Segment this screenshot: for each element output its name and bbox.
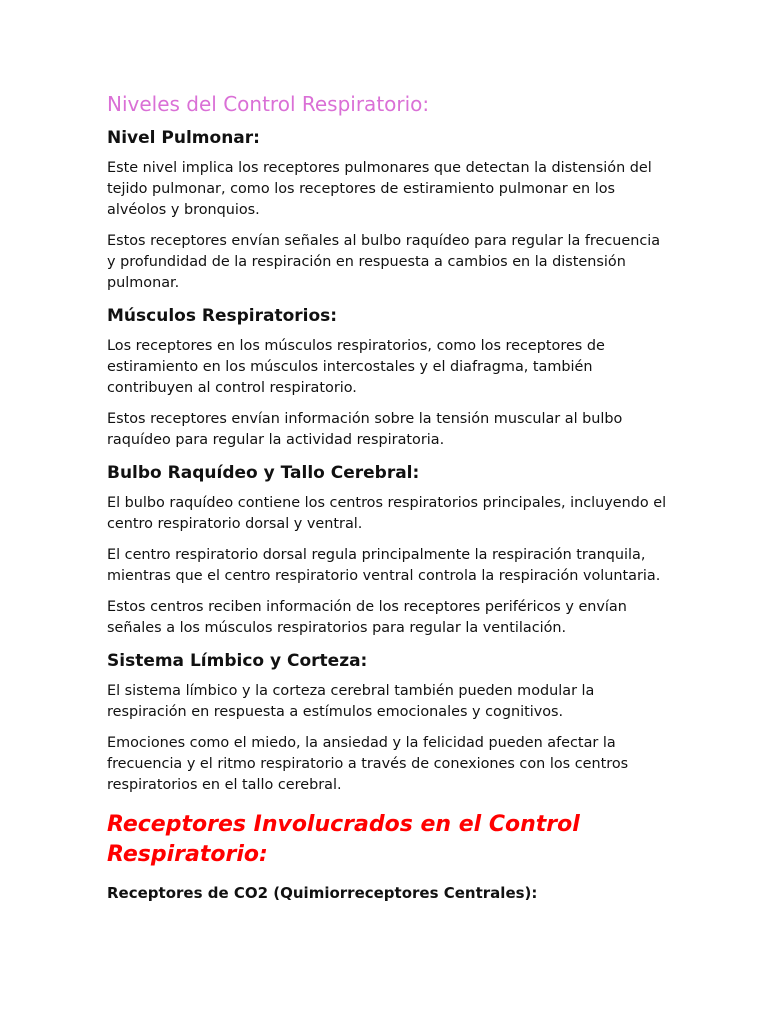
- paragraph: Estos centros reciben información de los receptores periféricos y envían señales a los músculos respiratorios para regular la ventilación.: [107, 599, 627, 636]
- paragraph: El centro respiratorio dorsal regula principalmente la respiración tranquila, mientras que el centro respiratorio ventral controla la respiración voluntaria.: [107, 547, 661, 584]
- section-heading-musculos-respiratorios: Músculos Respiratorios:: [107, 306, 338, 326]
- paragraph: El sistema límbico y la corteza cerebral también pueden modular la respiración en respuesta a estímulos emocionales y cognitivos.: [107, 683, 595, 720]
- section-heading-sistema-limbico: Sistema Límbico y Corteza:: [107, 651, 368, 671]
- section-heading-nivel-pulmonar: Nivel Pulmonar:: [107, 128, 260, 148]
- paragraph: Emociones como el miedo, la ansiedad y la felicidad pueden afectar la frecuencia y el ritmo respiratorio a través de conexiones con los centros respiratorios en el tallo cerebral.: [107, 735, 629, 793]
- document-title: Niveles del Control Respiratorio:: [107, 92, 430, 116]
- paragraph: Estos receptores envían información sobre la tensión muscular al bulbo raquídeo para regular la actividad respiratoria.: [107, 411, 623, 448]
- second-title: Receptores Involucrados en el Control Respiratorio:: [107, 812, 580, 867]
- paragraph: Este nivel implica los receptores pulmonares que detectan la distensión del tejido pulmonar, como los receptores de estiramiento pulmonar en los alvéolos y bronquios.: [107, 160, 652, 218]
- section-heading-bulbo-raquideo: Bulbo Raquídeo y Tallo Cerebral:: [107, 463, 420, 483]
- subheading-receptores-co2: Receptores de CO2 (Quimiorreceptores Centrales):: [107, 884, 538, 902]
- paragraph: Estos receptores envían señales al bulbo raquídeo para regular la frecuencia y profundidad de la respiración en respuesta a cambios en la distensión pulmonar.: [107, 233, 661, 291]
- paragraph: El bulbo raquídeo contiene los centros respiratorios principales, incluyendo el centro respiratorio dorsal y ventral.: [107, 495, 667, 532]
- paragraph: Los receptores en los músculos respiratorios, como los receptores de estiramiento en los músculos intercostales y el diafragma, también contribuyen al control respiratorio.: [107, 338, 605, 396]
